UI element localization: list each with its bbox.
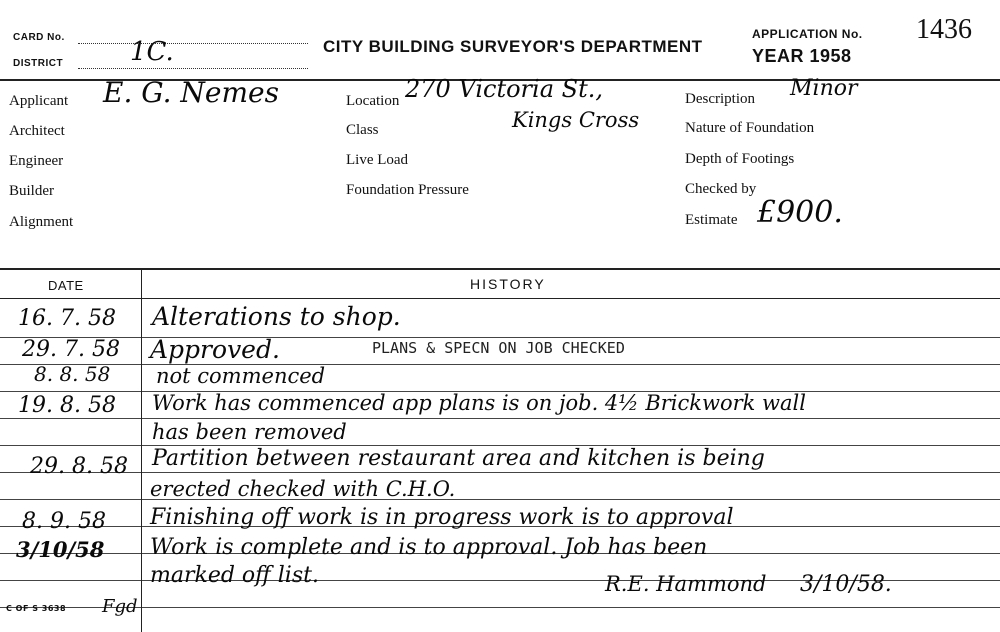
application-no-label: APPLICATION No. (752, 27, 863, 41)
ruled-line (0, 472, 1000, 473)
form-code: C OF S 3638 (6, 604, 67, 613)
entry-text: not commenced (156, 364, 326, 388)
card-no-dotline (78, 43, 308, 44)
entry-text: has been removed (152, 420, 347, 444)
nature-of-foundation-label: Nature of Foundation (685, 120, 815, 136)
district-label: DISTRICT (13, 58, 64, 69)
estimate-label: Estimate (685, 212, 738, 228)
date-column-divider (141, 269, 142, 632)
ruled-line (0, 364, 1000, 365)
applicant-label: Applicant (9, 93, 69, 109)
entry-date: 3/10/58 (16, 537, 105, 562)
date-header: DATE (48, 278, 84, 293)
architect-label: Architect (9, 123, 65, 139)
footer-initials: Fgd (102, 596, 138, 617)
entry-date: 16. 7. 58 (18, 306, 116, 331)
location-value-suburb: Kings Cross (512, 108, 640, 132)
entry-date: 8. 9. 58 (22, 509, 106, 534)
description-label: Description (685, 91, 755, 107)
entry-date: 19. 8. 58 (18, 393, 116, 418)
ruled-line (0, 607, 1000, 608)
estimate-value: £900. (757, 195, 843, 230)
checked-by-label: Checked by (685, 181, 757, 197)
entry-text: erected checked with C.H.O. (150, 477, 456, 501)
entry-stamp-text: PLANS & SPECN ON JOB CHECKED (372, 339, 625, 357)
engineer-label: Engineer (9, 153, 64, 169)
foundation-pressure-label: Foundation Pressure (346, 182, 469, 198)
depth-of-footings-label: Depth of Footings (685, 151, 795, 167)
officer-signature: R.E. Hammond (605, 572, 767, 596)
entry-text: Work is complete and is to approval. Job has been (150, 535, 708, 560)
alignment-label: Alignment (9, 214, 74, 230)
entry-date: 8. 8. 58 (34, 362, 111, 386)
entry-text: marked off list. (150, 563, 319, 588)
entry-text: Finishing off work is in progress work is to approval (150, 505, 734, 530)
application-no: 1436 (916, 14, 972, 45)
year-label: YEAR 1958 (752, 46, 852, 66)
description-value: Minor (790, 76, 858, 101)
history-top-border (0, 268, 1000, 270)
class-label: Class (346, 122, 379, 138)
entry-date: 29. 8. 58 (30, 454, 128, 479)
applicant-value: E. G. Nemes (103, 76, 279, 109)
district-value: 1C. (130, 37, 174, 67)
entry-date: 29. 7. 58 (22, 337, 120, 362)
history-header-divider (0, 298, 1000, 299)
entry-text: Partition between restaurant area and kitchen is being (152, 446, 765, 471)
entry-text: Approved. (150, 335, 280, 364)
ruled-line (0, 418, 1000, 419)
department-title: CITY BUILDING SURVEYOR'S DEPARTMENT (323, 37, 703, 56)
live-load-label: Live Load (346, 152, 409, 168)
district-dotline (78, 68, 308, 69)
entry-text: Alterations to shop. (152, 302, 401, 331)
location-value-street: 270 Victoria St., (405, 75, 603, 103)
entry-text: Work has commenced app plans is on job. 4½ Brickwork wall (152, 391, 806, 415)
history-header: HISTORY (470, 276, 546, 292)
builder-label: Builder (9, 183, 54, 199)
signature-date: 3/10/58. (800, 572, 892, 597)
location-label: Location (346, 93, 400, 109)
card-no-label: CARD No. (13, 32, 65, 43)
